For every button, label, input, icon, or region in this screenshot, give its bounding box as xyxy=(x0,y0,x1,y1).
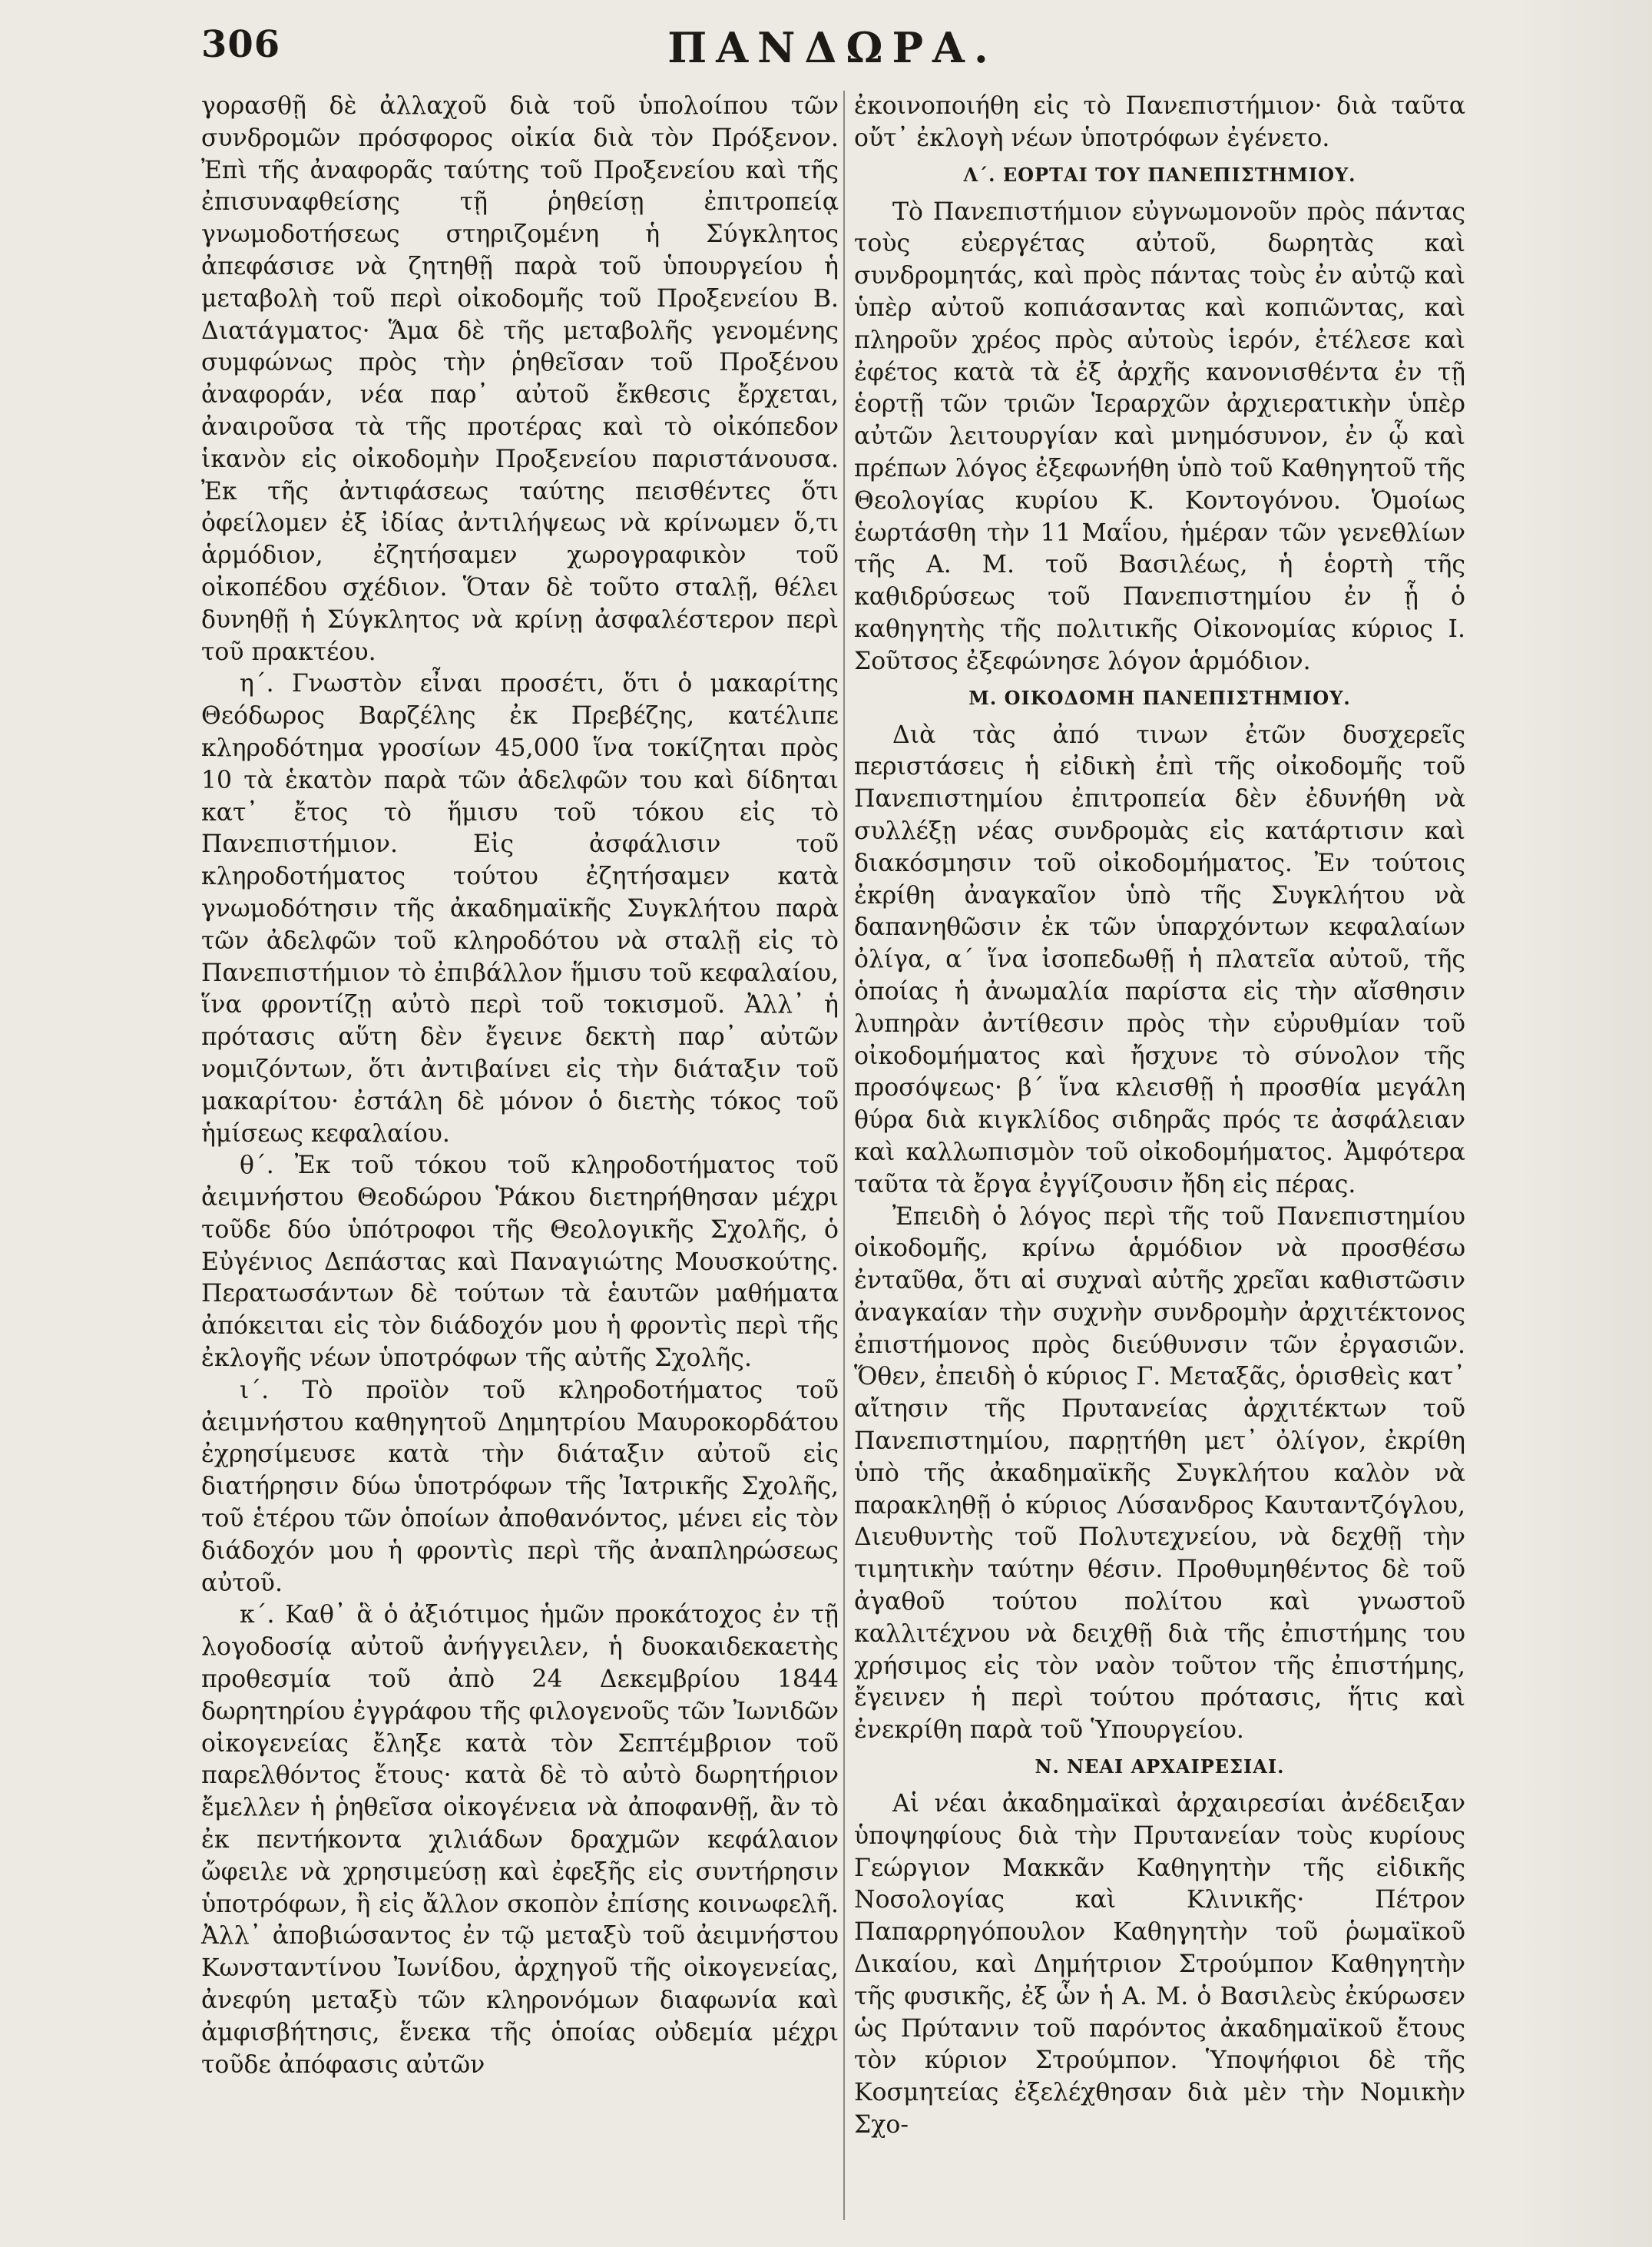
section-heading-elections: Ν. ΝΕΑΙ ΑΡΧΑΙΡΕΣΙΑΙ. xyxy=(1035,1755,1285,1778)
scan-shadow xyxy=(1514,0,1652,2247)
journal-title: ΠΑΝΔΩΡΑ. xyxy=(667,23,998,72)
left-column xyxy=(201,91,839,2081)
column-divider xyxy=(843,91,845,2220)
section-heading-building: Μ. ΟΙΚΟΔΟΜΗ ΠΑΝΕΠΙΣΤΗΜΙΟΥ. xyxy=(968,686,1351,709)
building-paragraph-2: Ἐπειδὴ ὁ λόγος περὶ τῆς τοῦ Πανεπιστημίου οἰκοδομῆς, κρίνω ἁρμόδιον νὰ προσθέσω ἐνταῦθα, ὅτι αἱ συχναὶ αὐτῆς χρεῖαι καθιστῶσιν ἀναγκαίαν τὴν συχνὴν συνδρομὴν ἀρχιτέκτονος ἐπιστήμονος πρὸς διεύθυνσιν τῶν ἐργασιῶν. Ὅθεν, ἐπειδὴ ὁ κύριος Γ. Μεταξᾶς, ὁρισθεὶς κατ᾽ αἴτησιν τῆς Πρυτανείας ἀρχιτέκτων τοῦ Πανεπιστημίου, παρῃτήθη μετ᾽ ὀλίγον, ἐκρίθη ὑπὸ τῆς ἀκαδημαϊκῆς Συγκλήτου καλὸν νὰ παρακληθῇ ὁ κύριος Λύσανδρος Καυταντζόγλου, Διευθυντὴς τοῦ Πολυτεχνείου, νὰ δεχθῇ τὴν τιμητικὴν ταύτην θέσιν. Προθυμηθέντος δὲ τοῦ ἀγαθοῦ τούτου πολίτου καὶ γνωστοῦ καλλιτέχνου νὰ δειχθῇ διὰ τῆς ἐπιστήμης του χρήσιμος εἰς τὸν ναὸν τοῦτον τῆς ἐπιστήμης, ἔγεινεν ἡ περὶ τούτου πρότασις, ἥτις καὶ ἐνεκρίθη παρὰ τοῦ Ὑπουργείου. xyxy=(854,1202,1465,1745)
right-intro-paragraph: ἐκοινοποιήθη εἰς τὸ Πανεπιστήμιον· διὰ ταῦτα οὔτ᾽ ἐκλογὴ νέων ὑποτρόφων ἐγένετο. xyxy=(854,92,1465,152)
left-paragraph-iota: ι΄. Τὸ προϊὸν τοῦ κληροδοτήματος τοῦ ἀειμνήστου καθηγητοῦ Δημητρίου Μαυροκορδάτου ἐχρησίμευσε κατὰ τὴν διάταξιν αὐτοῦ εἰς διατήρησιν δύω ὑποτρόφων τῆς Ἰατρικῆς Σχολῆς, τοῦ ἑτέρου τῶν ὁποίων ἀποθανόντος, μένει εἰς τὸν διάδοχόν μου ἡ φροντὶς περὶ τῆς ἀναπληρώσεως αὐτοῦ. xyxy=(201,1376,839,1597)
left-paragraph-kappa: κ΄. Καθ᾽ ἃ ὁ ἀξιότιμος ἡμῶν προκάτοχος ἐν τῇ λογοδοσίᾳ αὐτοῦ ἀνήγγειλεν, ἡ δυοκαιδεκαετὴς προθεσμία τοῦ ἀπὸ 24 Δεκεμβρίου 1844 δωρητηρίου ἐγγράφου τῆς φιλογενοῦς τῶν Ἰωνιδῶν οἰκογενείας ἔληξε κατὰ τὸν Σεπτέμβριον τοῦ παρελθόντος ἔτους· κατὰ δὲ τὸ αὐτὸ δωρητήριον ἔμελλεν ἡ ῥηθεῖσα οἰκογένεια νὰ ἀποφανθῇ, ἂν τὸ ἐκ πεντήκοντα χιλιάδων δραχμῶν κεφάλαιον ὤφειλε νὰ χρησιμεύσῃ καὶ ἐφεξῆς εἰς συντήρησιν ὑποτρόφων, ἢ εἰς ἄλλον σκοπὸν ἐπίσης κοινωφελῆ. Ἀλλ᾽ ἀποβιώσαντος ἐν τῷ μεταξὺ τοῦ ἀειμνήστου Κωνσταντίνου Ἰωνίδου, ἀρχηγοῦ τῆς οἰκογενείας, ἀνεφύη μεταξὺ τῶν κληρονόμων διαφωνία καὶ ἀμφισβήτησις, ἕνεκα τῆς ὁποίας οὐδεμία μέχρι τοῦδε ἀπόφασις αὐτῶν xyxy=(201,1601,839,2079)
left-paragraph-theta: θ΄. Ἐκ τοῦ τόκου τοῦ κληροδοτήματος τοῦ ἀειμνήστου Θεοδώρου Ῥάκου διετηρήθησαν μέχρι τοῦδε δύο ὑπότροφοι τῆς Θεολογικῆς Σχολῆς, ὁ Εὐγένιος Δεπάστας καὶ Παναγιώτης Μουσκούτης. Περατωσάντων δὲ τούτων τὰ ἑαυτῶν μαθήματα ἀπόκειται εἰς τὸν διάδοχόν μου ἡ φροντὶς περὶ τῆς ἐκλογῆς νέων ὑποτρόφων τῆς αὐτῆς Σχολῆς. xyxy=(201,1152,839,1373)
left-paragraph-1: γορασθῇ δὲ ἀλλαχοῦ διὰ τοῦ ὑπολοίπου τῶν συνδρομῶν πρόσφορος οἰκία διὰ τὸν Πρόξενον. Ἐπὶ τῆς ἀναφορᾶς ταύτης τοῦ Προξενείου καὶ τῆς ἐπισυναφθείσης τῇ ῥηθείσῃ ἐπιτροπείᾳ γνωμοδοτήσεως στηριζομένη ἡ Σύγκλητος ἀπεφάσισε νὰ ζητηθῇ παρὰ τοῦ ὑπουργείου ἡ μεταβολὴ τοῦ περὶ οἰκοδομῆς τοῦ Προξενείου Β. Διατάγματος· Ἅμα δὲ τῆς μεταβολῆς γενομένης συμφώνως πρὸς τὴν ῥηθεῖσαν τοῦ Προξένου ἀναφοράν, νέα παρ᾽ αὐτοῦ ἔκθεσις ἔρχεται, ἀναιροῦσα τὰ τῆς προτέρας καὶ τὸ οἰκόπεδον ἱκανὸν εἰς οἰκοδομὴν Προξενείου παριστάνουσα. Ἐκ τῆς ἀντιφάσεως ταύτης πεισθέντες ὅτι ὀφείλομεν ἐξ ἰδίας ἀντιλήψεως νὰ κρίνωμεν ὅ,τι ἁρμόδιον, ἐζητήσαμεν χωρογραφικὸν τοῦ οἰκοπέδου σχέδιον. Ὅταν δὲ τοῦτο σταλῇ, θέλει δυνηθῇ ἡ Σύγκλητος νὰ κρίνῃ ἀσφαλέστερον περὶ τοῦ πρακτέου. xyxy=(201,92,839,666)
right-column xyxy=(854,91,1465,2142)
building-paragraph-1: Διὰ τὰς ἀπό τινων ἐτῶν δυσχερεῖς περιστάσεις ἡ εἰδικὴ ἐπὶ τῆς οἰκοδομῆς τοῦ Πανεπιστημίου ἐπιτροπεία δὲν ἐδυνήθη νὰ συλλέξῃ νέας συνδρομὰς εἰς κατάρτισιν καὶ διακόσμησιν τοῦ οἰκοδομήματος. Ἐν τούτοις ἐκρίθη ἀναγκαῖον ὑπὸ τῆς Συγκλήτου νὰ δαπανηθῶσιν ἐκ τῶν ὑπαρχόντων κεφαλαίων ὀλίγα, α΄ ἵνα ἰσοπεδωθῇ ἡ πλατεῖα αὐτοῦ, τῆς ὁποίας ἡ ἀνωμαλία παρίστα εἰς τὴν αἴσθησιν λυπηρὰν ἀντίθεσιν πρὸς τὴν εὐρυθμίαν τοῦ οἰκοδομήματος καὶ ἤσχυνε τὸ σύνολον τῆς προσόψεως· β΄ ἵνα κλεισθῇ ἡ προσθία μεγάλη θύρα διὰ κιγκλίδος σιδηρᾶς πρός τε ἀσφάλειαν καὶ καλλωπισμὸν τοῦ οἰκοδομήματος. Ἀμφότερα ταῦτα τὰ ἔργα ἐγγίζουσιν ἤδη εἰς πέρας. xyxy=(854,721,1465,1198)
elections-paragraph: Αἱ νέαι ἀκαδημαϊκαὶ ἀρχαιρεσίαι ἀνέδειξαν ὑποψηφίους διὰ τὴν Πρυτανείαν τοὺς κυρίους Γεώργιον Μακκᾶν Καθηγητὴν τῆς εἰδικῆς Νοσολογίας καὶ Κλινικῆς· Πέτρον Παπαρρηγόπουλον Καθηγητὴν τοῦ ῥωμαϊκοῦ Δικαίου, καὶ Δημήτριον Στρούμπον Καθηγητὴν τῆς φυσικῆς, ἐξ ὧν ἡ Α. Μ. ὁ Βασιλεὺς ἐκύρωσεν ὡς Πρύτανιν τοῦ παρόντος ἀκαδημαϊκοῦ ἔτους τὸν κύριον Στρούμπον. Ὑποψήφιοι δὲ τῆς Κοσμητείας ἐξελέχθησαν διὰ μὲν τὴν Νομικὴν Σχο- xyxy=(854,1790,1465,2139)
left-paragraph-eta: η΄. Γνωστὸν εἶναι προσέτι, ὅτι ὁ μακαρίτης Θεόδωρος Βαρζέλης ἐκ Πρεβέζης, κατέλιπε κληροδότημα γροσίων 45,000 ἵνα τοκίζηται πρὸς 10 τὰ ἑκατὸν παρὰ τῶν ἀδελφῶν του καὶ δίδηται κατ᾽ ἔτος τὸ ἥμισυ τοῦ τόκου εἰς τὸ Πανεπιστήμιον. Εἰς ἀσφάλισιν τοῦ κληροδοτήματος τούτου ἐζητήσαμεν κατὰ γνωμοδότησιν τῆς ἀκαδημαϊκῆς Συγκλήτου παρὰ τῶν ἀδελφῶν τοῦ κληροδότου νὰ σταλῇ εἰς τὸ Πανεπιστήμιον τὸ ἐπιβάλλον ἥμισυ τοῦ κεφαλαίου, ἵνα φροντίζῃ αὐτὸ περὶ τοῦ τοκισμοῦ. Ἀλλ᾽ ἡ πρότασις αὕτη δὲν ἔγεινε δεκτὴ παρ᾽ αὐτῶν νομιζόντων, ὅτι ἀντιβαίνει εἰς τὴν διάταξιν τοῦ μακαρίτου· ἐστάλη δὲ μόνον ὁ διετὴς τόκος τοῦ ἡμίσεως κεφαλαίου. xyxy=(201,670,839,1148)
festivals-paragraph: Τὸ Πανεπιστήμιον εὐγνωμονοῦν πρὸς πάντας τοὺς εὐεργέτας αὐτοῦ, δωρητὰς καὶ συνδρομητάς, καὶ πρὸς πάντας τοὺς ἐν αὐτῷ καὶ ὑπὲρ αὐτοῦ κοπιάσαντας καὶ κοπιῶντας, καὶ πληροῦν χρέος πρὸς αὐτοὺς ἱερόν, ἐτέλεσε καὶ ἐφέτος κατὰ τὰ ἐξ ἀρχῆς κανονισθέντα ἐν τῇ ἑορτῇ τῶν τριῶν Ἱεραρχῶν ἀρχιερατικὴν ὑπὲρ αὐτῶν λειτουργίαν καὶ μνημόσυνον, ἐν ᾧ καὶ πρέπων λόγος ἐξεφωνήθη ὑπὸ τοῦ Καθηγητοῦ τῆς Θεολογίας κυρίου Κ. Κοντογόνου. Ὁμοίως ἑωρτάσθη τὴν 11 Μαΐου, ἡμέραν τῶν γενεθλίων τῆς Α. Μ. τοῦ Βασιλέως, ἡ ἑορτὴ τῆς καθιδρύσεως τοῦ Πανεπιστημίου ἐν ᾗ ὁ καθηγητὴς τῆς πολιτικῆς Οἰκονομίας κύριος Ι. Σοῦτσος ἐξεφώνησε λόγον ἁρμόδιον. xyxy=(854,197,1465,675)
page-header xyxy=(201,23,1464,72)
section-heading-festivals: Λ΄. ΕΟΡΤΑΙ ΤΟΥ ΠΑΝΕΠΙΣΤΗΜΙΟΥ. xyxy=(963,163,1356,186)
page-number: 306 xyxy=(201,23,281,66)
